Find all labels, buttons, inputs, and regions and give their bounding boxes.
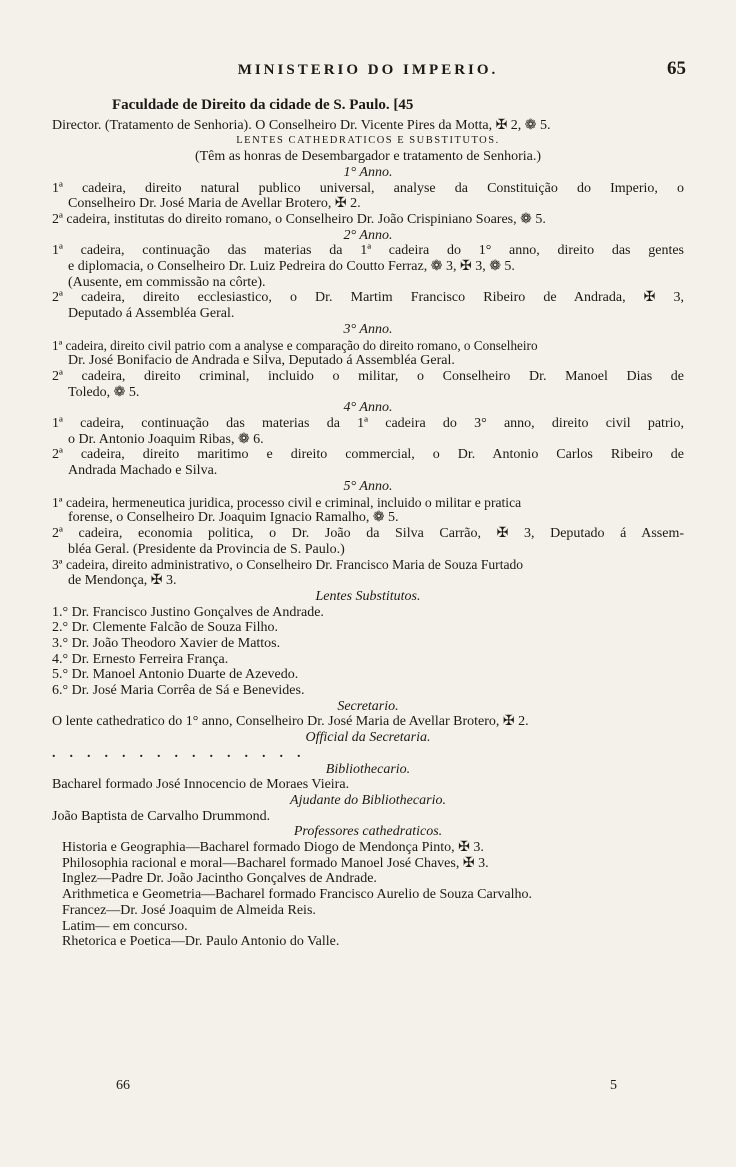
professor-item: Philosophia racional e moral—Bacharel formado Manoel José Chaves, ✠ 3.: [62, 855, 489, 871]
anno4-line: o Dr. Antonio Joaquim Ribas, ❁ 6.: [68, 431, 264, 447]
anno5-line: 1ª cadeira, hermeneutica juridica, processo civil e criminal, incluido o militar e pratica: [52, 494, 522, 510]
professor-item: Latim— em concurso.: [62, 918, 188, 934]
anno4-line: 2ª cadeira, direito maritimo e direito commercial, o Dr. Antonio Carlos Ribeiro de: [52, 447, 684, 463]
professor-item: Rhetorica e Poetica—Dr. Paulo Antonio do Valle.: [62, 934, 340, 950]
substituto-item: 6.° Dr. José Maria Corrêa de Sá e Benevides.: [52, 683, 305, 699]
ajudante-heading: Ajudante do Bibliothecario.: [290, 792, 446, 808]
anno1-line: Conselheiro Dr. José Maria de Avellar Brotero, ✠ 2.: [68, 196, 361, 212]
secretario-heading: Secretario.: [337, 698, 399, 714]
anno2-line: 1ª cadeira, continuação das materias da 1ª cadeira do 1° anno, direito das gentes: [52, 243, 684, 259]
substituto-item: 1.° Dr. Francisco Justino Gonçalves de Andrade.: [52, 604, 324, 620]
lentes-heading: LENTES CATHEDRATICOS E SUBSTITUTOS.: [236, 135, 500, 147]
ajudante-line: João Baptista de Carvalho Drummond.: [52, 808, 271, 824]
anno3-line: Toledo, ❁ 5.: [68, 384, 140, 400]
substituto-item: 5.° Dr. Manoel Antonio Duarte de Azevedo.: [52, 667, 299, 683]
anno4-heading: 4° Anno.: [343, 400, 393, 416]
professor-item: Arithmetica e Geometria—Bacharel formado Francisco Aurelio de Souza Carvalho.: [62, 887, 532, 903]
professor-item: Francez—Dr. José Joaquim de Almeida Reis.: [62, 902, 316, 918]
faculty-title: Faculdade de Direito da cidade de S. Paulo. [45: [112, 98, 414, 113]
anno1-line: 2ª cadeira, institutas do direito romano, o Conselheiro Dr. João Crispiniano Soares, ❁ 5.: [52, 211, 546, 227]
professor-item: Inglez—Padre Dr. João Jacintho Gonçalves de Andrade.: [62, 871, 377, 887]
anno1-heading: 1° Anno.: [343, 164, 393, 180]
signature-mark-left: 66: [116, 1078, 130, 1093]
anno5-line: 3ª cadeira, direito administrativo, o Conselheiro Dr. Francisco Maria de Souza Furtado: [52, 557, 524, 573]
substituto-item: 3.° Dr. João Theodoro Xavier de Mattos.: [52, 635, 281, 651]
substitutos-heading: Lentes Substitutos.: [315, 588, 421, 604]
bibliothecario-heading: Bibliothecario.: [325, 761, 411, 777]
substituto-item: 4.° Dr. Ernesto Ferreira França.: [52, 651, 229, 667]
anno2-line: 2ª cadeira, direito ecclesiastico, o Dr. Martim Francisco Ribeiro de Andrada, ✠ 3,: [52, 290, 684, 306]
professores-heading: Professores cathedraticos.: [293, 824, 443, 840]
honors-line: (Têm as honras de Desembargador e tratamento de Senhoria.): [194, 149, 542, 165]
anno5-line: de Mendonça, ✠ 3.: [68, 573, 177, 589]
anno3-line: Dr. José Bonifacio de Andrada e Silva, Deputado á Assembléa Geral.: [68, 353, 455, 369]
anno4-line: Andrada Machado e Silva.: [68, 463, 218, 479]
anno2-line: e diplomacia, o Conselheiro Dr. Luiz Pedreira do Coutto Ferraz, ❁ 3, ✠ 3, ❁ 5.: [68, 259, 515, 275]
anno2-line: Deputado á Assembléa Geral.: [68, 306, 235, 322]
anno3-line: 2ª cadeira, direito criminal, incluido o militar, o Conselheiro Dr. Manoel Dias de: [52, 368, 684, 384]
anno3-heading: 3° Anno.: [343, 321, 393, 337]
official-dots: ...............: [52, 745, 315, 761]
anno2-line: (Ausente, em commissão na côrte).: [68, 274, 266, 290]
official-heading: Official da Secretaria.: [305, 730, 431, 746]
anno5-heading: 5° Anno.: [343, 478, 393, 494]
bibliothecario-line: Bacharel formado José Innocencio de Moraes Vieira.: [52, 777, 350, 793]
anno5-line: 2ª cadeira, economia politica, o Dr. João da Silva Carrão, ✠ 3, Deputado á Assem-: [52, 525, 684, 541]
anno2-heading: 2° Anno.: [343, 227, 393, 243]
anno1-line: 1ª cadeira, direito natural publico universal, analyse da Constituição do Imperio, o: [52, 180, 684, 196]
anno4-line: 1ª cadeira, continuação das materias da 1ª cadeira do 3° anno, direito civil patrio,: [52, 416, 684, 432]
page-body: [52, 98, 684, 950]
anno5-line: bléa Geral. (Presidente da Provincia de S. Paulo.): [68, 541, 345, 557]
signature-mark-right: 5: [610, 1078, 617, 1093]
anno3-line: 1ª cadeira, direito civil patrio com a analyse e comparação do direito romano, o Conselheiro: [52, 337, 538, 353]
professor-item: Historia e Geographia—Bacharel formado Diogo de Mendonça Pinto, ✠ 3.: [62, 840, 484, 856]
running-title: MINISTERIO DO IMPERIO.: [237, 62, 499, 78]
page-number: 65: [667, 58, 686, 79]
substituto-item: 2.° Dr. Clemente Falcão de Souza Filho.: [52, 620, 279, 636]
anno5-line: forense, o Conselheiro Dr. Joaquim Ignacio Ramalho, ❁ 5.: [68, 510, 399, 526]
director-line: Director. (Tratamento de Senhoria). O Conselheiro Dr. Vicente Pires da Motta, ✠ 2, ❁ 5.: [52, 117, 551, 133]
secretario-line: O lente cathedratico do 1° anno, Conselheiro Dr. José Maria de Avellar Brotero, ✠ 2.: [52, 714, 529, 730]
